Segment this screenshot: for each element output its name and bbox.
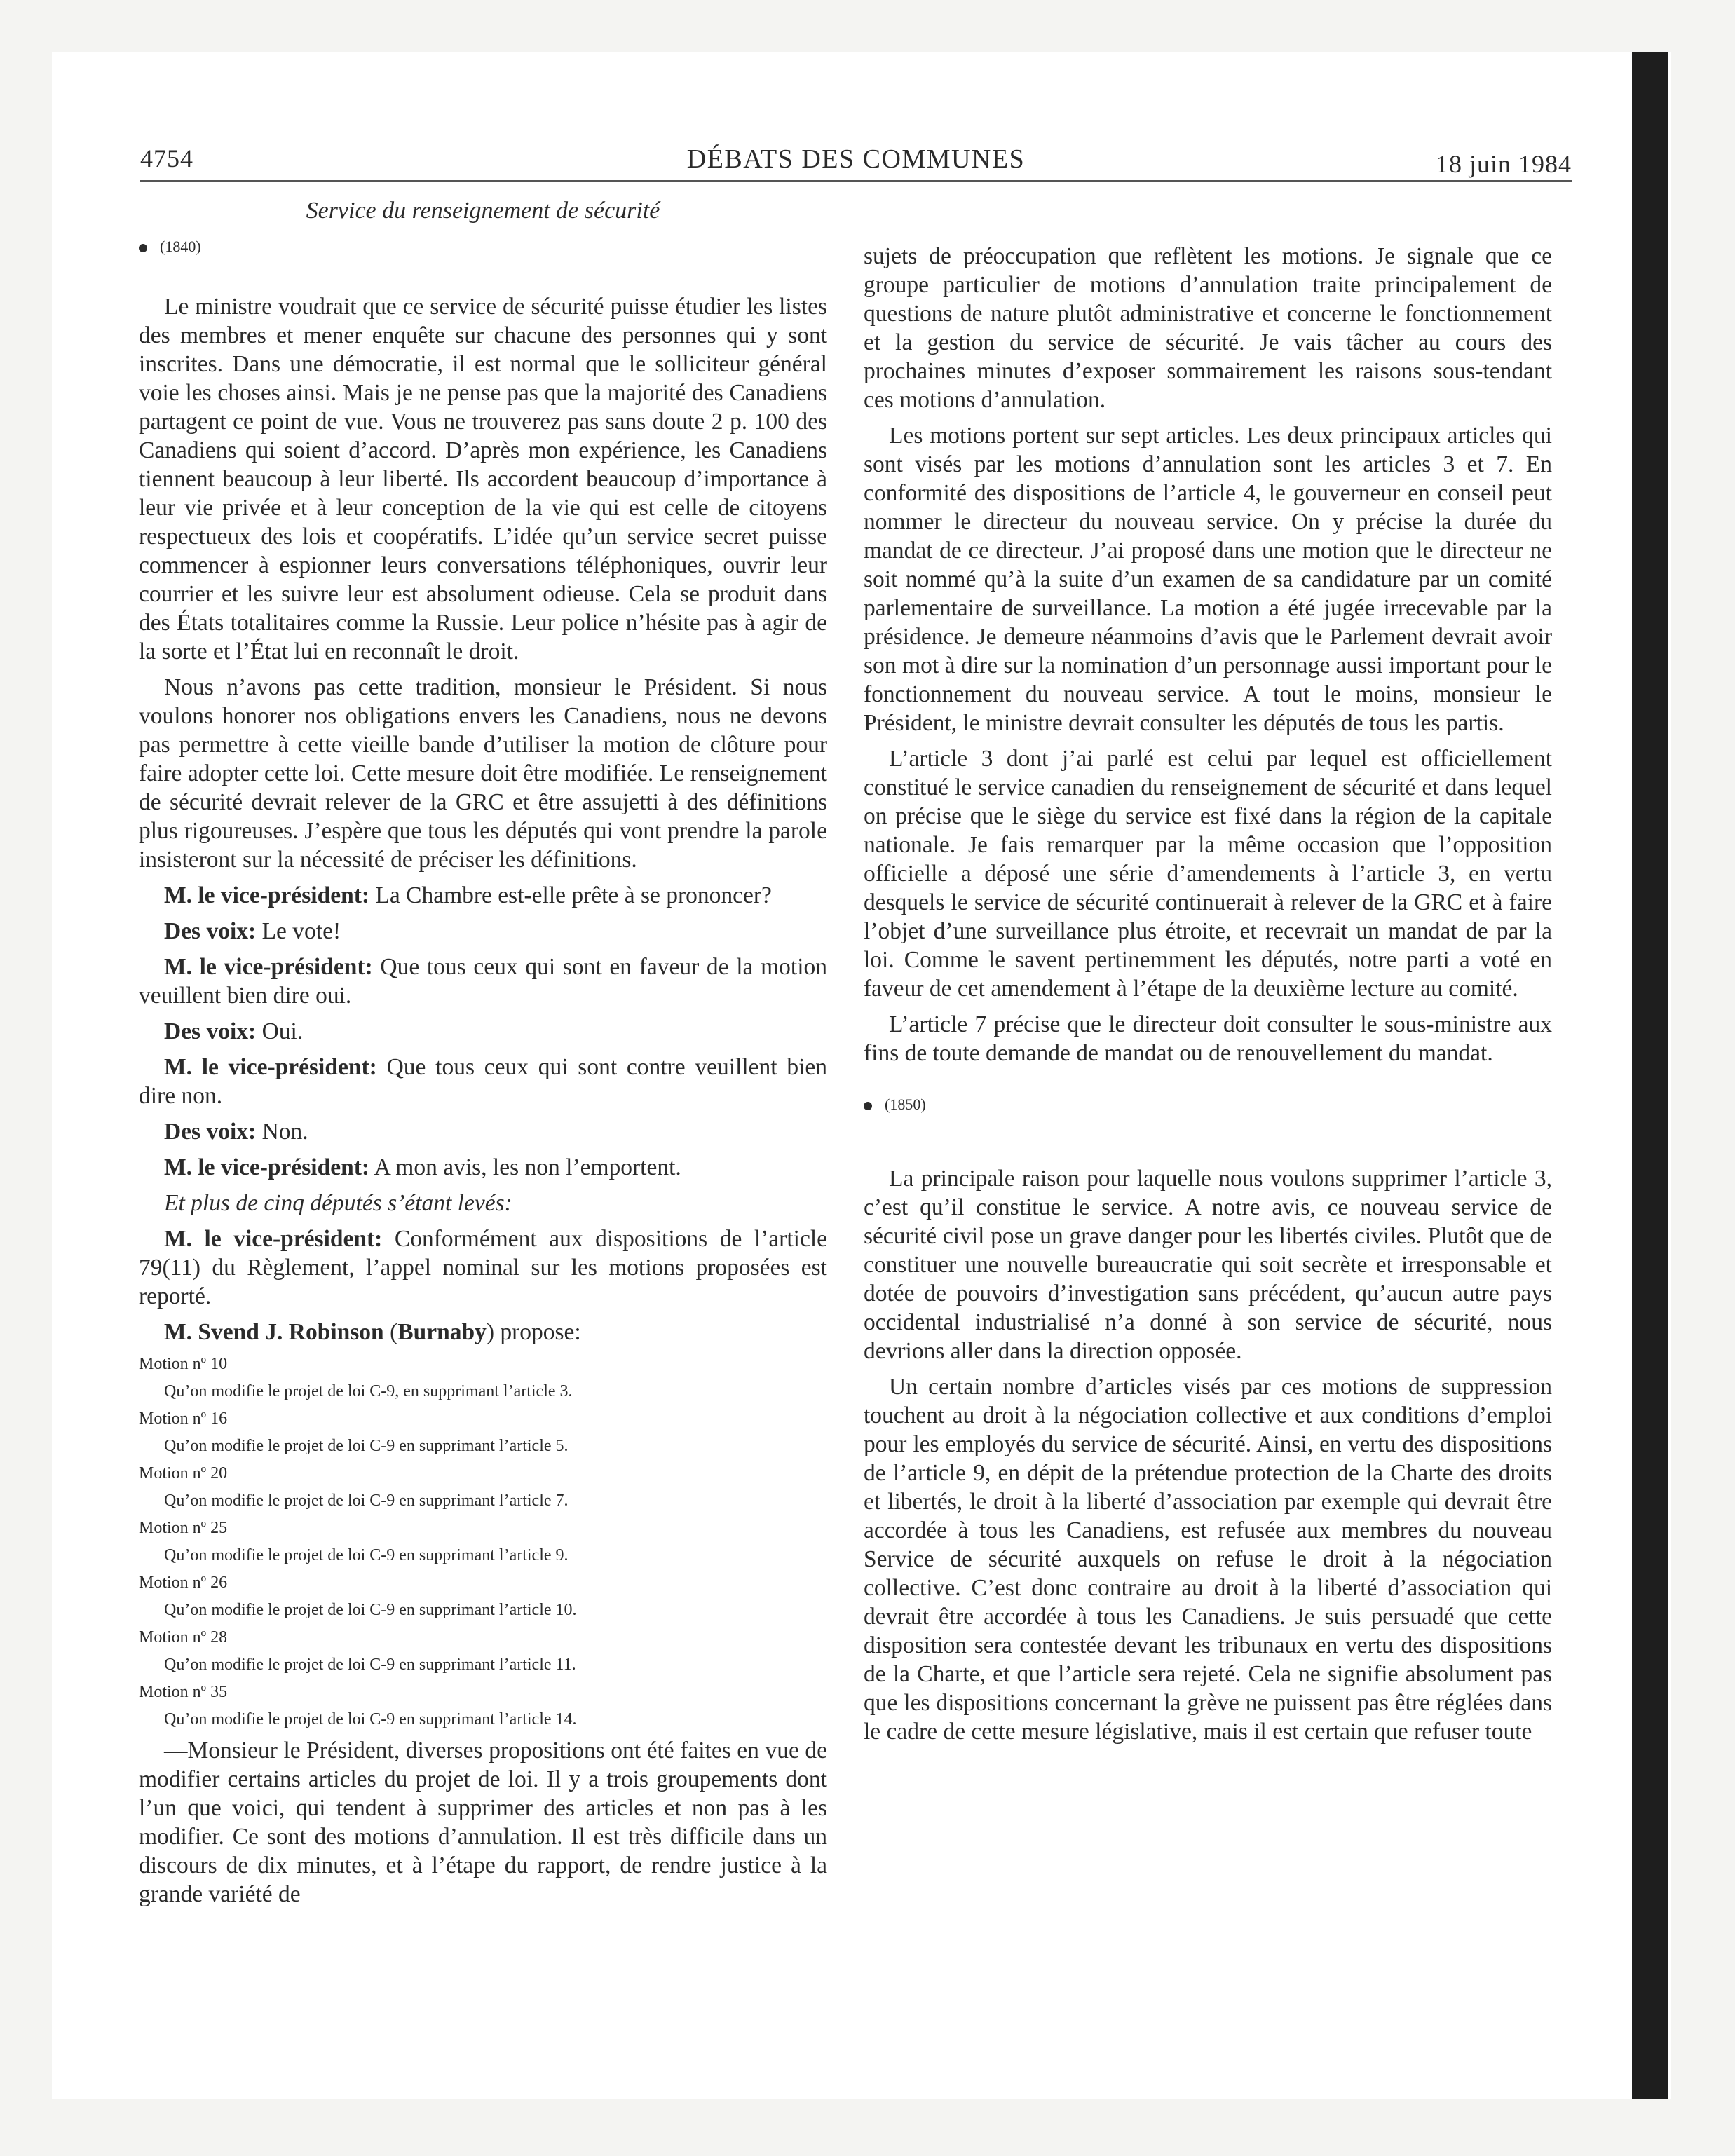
- motion-number: Motion nº 16: [139, 1410, 228, 1428]
- speaker-name: M. le vice-président:: [164, 882, 370, 908]
- speech-text: Que tous ceux qui sont en faveur de la motion veuillent bien dire oui.: [139, 954, 828, 1009]
- time-marker: [139, 236, 827, 257]
- scan-edge-bar: [1632, 52, 1668, 2099]
- journal-title: DÉBATS DES COMMUNES: [686, 144, 1026, 174]
- time-marker-label: (1850): [885, 1096, 926, 1113]
- speech-text: Non.: [261, 1119, 308, 1145]
- speech: [139, 881, 827, 910]
- paragraph: L’article 7 précise que le directeur doit consulter le sous-ministre aux fins de toute demande de mandat ou de renouvellement du mandat.: [864, 1011, 1552, 1066]
- speaker-name: M. le vice-président:: [164, 1054, 377, 1080]
- motion-text: Qu’on modifie le projet de loi C-9 en supprimant l’article 10.: [164, 1601, 577, 1619]
- motion-number: Motion nº 10: [139, 1355, 228, 1373]
- section-title: Service du renseignement de sécurité: [306, 198, 660, 224]
- paragraph: Le ministre voudrait que ce service de sécurité puisse étudier les listes des membres et mener enquête sur chacune des personnes qui y sont inscrites. Dans une démocratie, il est normal que le solliciteur général voie les choses ainsi. Mais je ne pense pas que la majorité des Canadiens partagent ce point de vue. Vous ne trouverez pas sans doute 2 p. 100 des Canadiens qui soient d’accord. D’après mon expérience, les Canadiens tiennent beaucoup à leur liberté. Ils accordent beaucoup d’importance à leur vie privée et à leur conception de la vie qui est celle de citoyens respectueux des lois et coopératifs. L’idée qu’un service secret puisse commencer à espionner leurs conversations téléphoniques, ouvrir leur courrier et les suivre leur est absolument odieuse. Cela se produit dans des États totalitaires comme la Russie. Leur police n’hésite pas à agir de la sorte et l’État lui en reconnaît le droit.: [139, 294, 827, 664]
- paragraph: Les motions portent sur sept articles. Les deux principaux articles qui sont visés par les motions d’annulation sont les articles 3 et 7. En conformité des dispositions de l’article 4, le gouverneur en conseil peut nommer le directeur du nouveau service. On y précise la durée du mandat de ce directeur. J’ai proposé dans une motion que le directeur ne soit nommé qu’à la suite d’un examen de sa candidature par un comité parlementaire de surveillance. La motion a été jugée irrecevable par la présidence. Je demeure néanmoins d’avis que le Parlement devrait avoir son mot à dire sur la nomination d’un personnage aussi important pour le fonctionnement du nouveau service. A tout le moins, monsieur le Président, le ministre devrait consulter les députés de tous les partis.: [864, 423, 1552, 736]
- mover-name: M. Svend J. Robinson: [164, 1319, 384, 1345]
- header-rule: [140, 180, 1572, 182]
- speech: [139, 953, 827, 1010]
- motion-number: Motion nº 26: [139, 1574, 228, 1592]
- speech-text: Le vote!: [261, 918, 341, 944]
- paragraph: La principale raison pour laquelle nous voulons supprimer l’article 3, c’est qu’il constitue le service. A notre avis, ce nouveau service de sécurité civil pose un grave danger pour les libertés civiles. Plutôt que de constituer une nouvelle bureaucratie qui soit secrète et irresponsable et dotée de pouvoirs d’investigation sans précédent, qu’aucun autre pays occidental industrialisé n’a donné à son service de sécurité, nous devrions aller dans la direction opposée.: [864, 1166, 1552, 1364]
- speaker-name: Des voix:: [164, 918, 257, 944]
- speech-text: Conformément aux dispositions de l’article 79(11) du Règlement, l’appel nominal sur les motions proposées est reporté.: [139, 1226, 827, 1309]
- motion-text: Qu’on modifie le projet de loi C-9 en supprimant l’article 11.: [164, 1656, 576, 1674]
- sitting-date: 18 juin 1984: [1435, 150, 1572, 178]
- time-marker: [864, 1094, 1552, 1115]
- speaker-name: M. le vice-président:: [164, 1154, 370, 1180]
- motion-number: Motion nº 28: [139, 1628, 228, 1646]
- motion-mover: M. Svend J. Robinson (Burnaby) propose:: [164, 1319, 581, 1345]
- speech-text: La Chambre est-elle prête à se prononcer?: [375, 882, 772, 908]
- motion-text: Qu’on modifie le projet de loi C-9, en supprimant l’article 3.: [164, 1382, 573, 1400]
- speech: [139, 1224, 827, 1311]
- motion-number: Motion nº 20: [139, 1464, 228, 1482]
- motion-number: Motion nº 25: [139, 1519, 228, 1537]
- speech-text: Oui.: [261, 1018, 304, 1044]
- motion-text: Qu’on modifie le projet de loi C-9 en supprimant l’article 7.: [164, 1492, 569, 1510]
- motion-text: Qu’on modifie le projet de loi C-9 en supprimant l’article 5.: [164, 1437, 569, 1455]
- mover-verb: propose:: [500, 1319, 581, 1345]
- speech: [139, 1017, 827, 1046]
- speaker-name: M. le vice-président:: [164, 954, 373, 980]
- stage-direction: Et plus de cinq députés s’étant levés:: [164, 1190, 512, 1216]
- bullet-icon: [864, 1102, 872, 1110]
- speaker-name: Des voix:: [164, 1018, 257, 1044]
- paragraph: L’article 3 dont j’ai parlé est celui par lequel est officiellement constitué le service canadien du renseignement de sécurité et dans lequel on précise que le siège du service est fixé dans la région de la capitale nationale. Je fais remarquer par la même occasion que l’opposition officielle a déposé une série d’amendements à l’article 3, en vertu desquels le service de sécurité continuerait à relever de la GRC et à faire l’objet d’une surveillance plus étroite, et recevrait un mandat de par la loi. Comme le savent pertinemment les députés, notre parti a voté en faveur de cet amendement à l’étape de la deuxième lecture au comité.: [864, 746, 1552, 1002]
- speech-text: Que tous ceux qui sont contre veuillent bien dire non.: [139, 1054, 828, 1109]
- left-column: [139, 196, 827, 1916]
- page-header: [140, 144, 1572, 186]
- speech: [139, 1153, 827, 1182]
- page-number: 4754: [140, 144, 193, 172]
- bullet-icon: [139, 244, 147, 252]
- motion-number: Motion nº 35: [139, 1683, 228, 1701]
- motion-text: Qu’on modifie le projet de loi C-9 en supprimant l’article 9.: [164, 1546, 569, 1564]
- paragraph: —Monsieur le Président, diverses propositions ont été faites en vue de modifier certains articles du projet de loi. Il y a trois groupements dont l’un que voici, qui tendent à supprimer des articles et non pas à les modifier. Ce sont des motions d’annulation. Il est très difficile dans un discours de dix minutes, et à l’étape du rapport, de rendre justice à la grande variété de: [139, 1738, 827, 1907]
- speech: [139, 1117, 827, 1146]
- speech: [139, 917, 827, 946]
- paragraph: Un certain nombre d’articles visés par ces motions de suppression touchent au droit à la négociation collective et aux conditions d’emploi pour les employés du service de sécurité. Ainsi, en vertu des dispositions de l’article 9, en dépit de la prétendue protection de la Charte des droits et libertés, le droit à la liberté d’association par exemple qui devrait être accordée à tous les Canadiens, est refusée aux membres du nouveau Service de sécurité auxquels on refuse le droit à la négociation collective. C’est donc contraire au droit à la liberté d’association qui devrait être accordée à tous les Canadiens. Je suis persuadé que cette disposition sera contestée devant les tribunaux en vertu des dispositions de la Charte, et que l’article sera rejeté. Cela ne signifie absolument pas que les dispositions concernant la grève ne puissent pas être réglées dans le cadre de cette mesure législative, mais il est certain que refuser toute: [864, 1374, 1552, 1745]
- right-column: [864, 242, 1552, 1753]
- time-marker-label: (1840): [160, 238, 201, 255]
- speech: [139, 1053, 827, 1110]
- speech-text: A mon avis, les non l’emportent.: [374, 1154, 681, 1180]
- speaker-name: Des voix:: [164, 1119, 257, 1145]
- paragraph: sujets de préoccupation que reflètent les motions. Je signale que ce groupe particulier de motions d’annulation traite principalement de questions de nature plutôt administrative et concerne le fonctionnement et la gestion du service de sécurité. Je vais tâcher au cours des prochaines minutes d’exposer sommairement les raisons sous-tendant ces motions d’annulation.: [864, 243, 1552, 413]
- paragraph: Nous n’avons pas cette tradition, monsieur le Président. Si nous voulons honorer nos obligations envers les Canadiens, nous ne devons pas permettre à cette vieille bande d’utiliser la motion de clôture pour faire adopter cette loi. Cette mesure doit être modifiée. Le renseignement de sécurité devrait relever de la GRC et être assujetti à des définitions plus rigoureuses. J’espère que tous les députés qui vont prendre la parole insisteront sur la nécessité de préciser les définitions.: [139, 674, 827, 873]
- speaker-name: M. le vice-président:: [164, 1226, 383, 1252]
- mover-riding: Burnaby: [397, 1319, 487, 1345]
- motion-text: Qu’on modifie le projet de loi C-9 en supprimant l’article 14.: [164, 1710, 577, 1728]
